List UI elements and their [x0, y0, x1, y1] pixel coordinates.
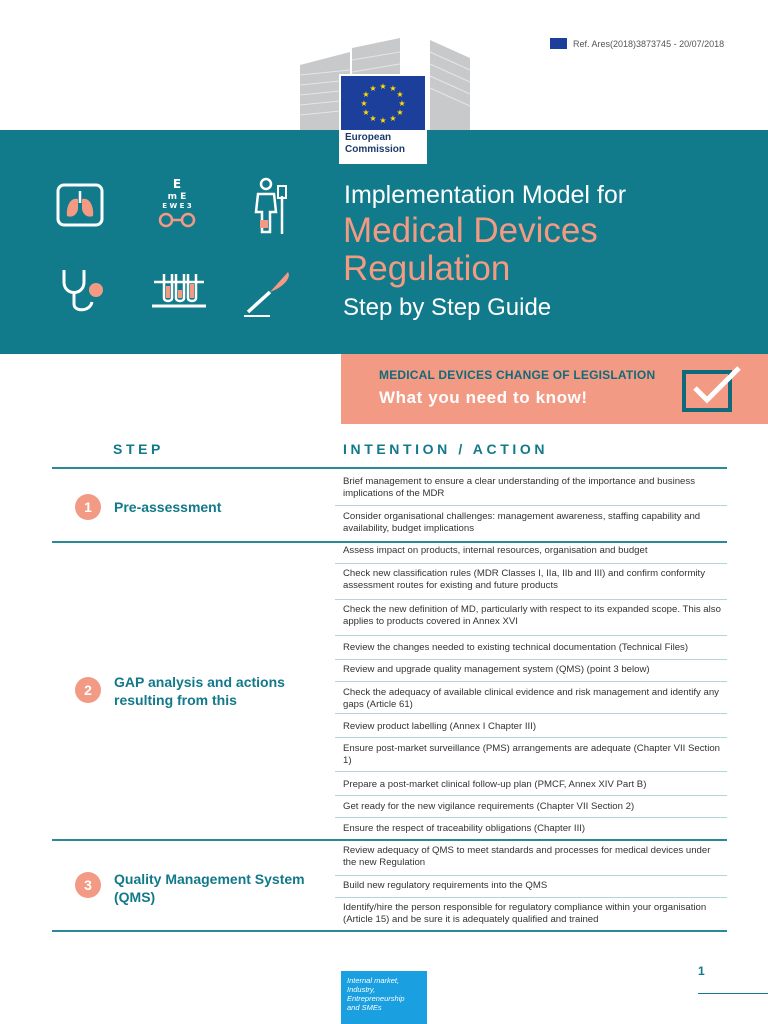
column-header-action: INTENTION / ACTION: [343, 441, 549, 457]
page-number-rule: [698, 993, 768, 994]
row-divider: [335, 771, 727, 772]
action-item: Assess impact on products, internal resources, organisation and budget: [343, 545, 648, 556]
action-item: Review adequacy of QMS to meet standards and processes for medical devices under the new Regulation: [343, 845, 711, 868]
legislation-banner: [341, 354, 768, 424]
svg-text:★: ★: [362, 108, 370, 117]
action-item: Prepare a post-market clinical follow-up plan (PMCF, Annex XIV Part B): [343, 779, 647, 790]
svg-text:★: ★: [379, 82, 387, 91]
row-divider: [335, 713, 727, 714]
patient-drip-icon: [250, 176, 290, 236]
step-label-gap-analysis: GAP analysis and actions resulting from this: [114, 674, 285, 708]
svg-text:m E: m E: [167, 192, 187, 202]
row-divider: [335, 737, 727, 738]
row-divider: [335, 659, 727, 660]
lungs-icon: [56, 183, 104, 227]
row-divider: [335, 875, 727, 876]
svg-text:★: ★: [396, 108, 404, 117]
svg-text:★: ★: [369, 84, 377, 93]
title-main: Medical Devices Regulation: [343, 211, 598, 288]
step-number-badge: 3: [75, 872, 101, 898]
eu-stars-icon: [341, 76, 425, 130]
european-commission-logo: [339, 74, 427, 164]
action-item: Review the changes needed to existing technical documentation (Technical Files): [343, 642, 689, 653]
step-label-pre-assessment: Pre-assessment: [114, 499, 222, 515]
row-divider: [335, 795, 727, 796]
title-line-1: Implementation Model for: [344, 181, 627, 209]
scalpel-icon: [242, 268, 294, 318]
action-item: Check the new definition of MD, particularly with respect to its expanded scope. This also applies to products covered in Annex XVI: [343, 604, 721, 627]
banner-heading: What you need to know!: [379, 388, 588, 407]
title-subtitle: Step by Step Guide: [343, 294, 552, 321]
step-divider: [52, 839, 727, 841]
svg-text:★: ★: [398, 99, 406, 108]
svg-text:★: ★: [396, 90, 404, 99]
dg-label-box: [341, 971, 427, 1024]
action-item: Ensure post-market surveillance (PMS) arrangements are adequate (Chapter VII Section 1): [343, 743, 720, 766]
row-divider: [335, 817, 727, 818]
step-label-qms: Quality Management System (QMS): [114, 871, 305, 905]
eye-chart-icon: [151, 176, 203, 230]
row-divider: [335, 635, 727, 636]
svg-text:E W E 3: E W E 3: [162, 202, 192, 210]
column-header-step: STEP: [113, 441, 164, 457]
test-tubes-icon: [150, 270, 208, 310]
logo-text: European Commission: [345, 132, 406, 155]
action-item: Build new regulatory requirements into the QMS: [343, 880, 548, 891]
action-item: Review and upgrade quality management system (QMS) (point 3 below): [343, 664, 650, 675]
page-number: 1: [698, 964, 705, 978]
row-divider: [335, 563, 727, 564]
step-number-badge: 1: [75, 494, 101, 520]
document-reference: [550, 38, 724, 49]
svg-text:★: ★: [389, 114, 397, 123]
action-item: Identify/hire the person responsible for regulatory compliance within your organisation (Article 15) and be sure it is adequately qualified and trained: [343, 902, 707, 925]
action-item: Review product labelling (Annex I Chapter III): [343, 721, 537, 732]
checkbox-icon: [681, 364, 745, 416]
action-item: Check the adequacy of available clinical evidence and risk management and identify any gaps (Article 61): [343, 687, 719, 710]
action-item: Check new classification rules (MDR Classes I, IIa, IIb and III) and confirm conformity assessment routes for existing and future products: [343, 568, 706, 591]
table-bottom-rule: [52, 930, 727, 932]
svg-text:★: ★: [360, 99, 368, 108]
row-divider: [335, 599, 727, 600]
dg-label: Internal market, Industry, Entrepreneurship and SMEs: [347, 976, 405, 1012]
svg-text:★: ★: [389, 84, 397, 93]
svg-text:★: ★: [369, 114, 377, 123]
eu-flag-icon: [550, 38, 567, 49]
banner-subtitle: MEDICAL DEVICES CHANGE OF LEGISLATION: [379, 368, 656, 382]
stethoscope-icon: [58, 266, 110, 316]
step-number-badge: 2: [75, 677, 101, 703]
action-item: Consider organisational challenges: management awareness, staffing capability and availability, budget implications: [343, 511, 701, 534]
row-divider: [335, 897, 727, 898]
step-divider: [52, 541, 727, 543]
row-divider: [335, 505, 727, 506]
action-item: Ensure the respect of traceability obligations (Chapter III): [343, 823, 586, 834]
svg-text:★: ★: [379, 116, 387, 125]
row-divider: [335, 681, 727, 682]
action-item: Get ready for the new vigilance requirements (Chapter VII Section 2): [343, 801, 635, 812]
reference-text: Ref. Ares(2018)3873745 - 20/07/2018: [573, 38, 725, 49]
table-top-rule: [52, 467, 727, 469]
svg-text:E: E: [172, 177, 182, 191]
action-item: Brief management to ensure a clear understanding of the importance and business implications of the MDR: [343, 476, 695, 499]
svg-text:★: ★: [362, 90, 370, 99]
